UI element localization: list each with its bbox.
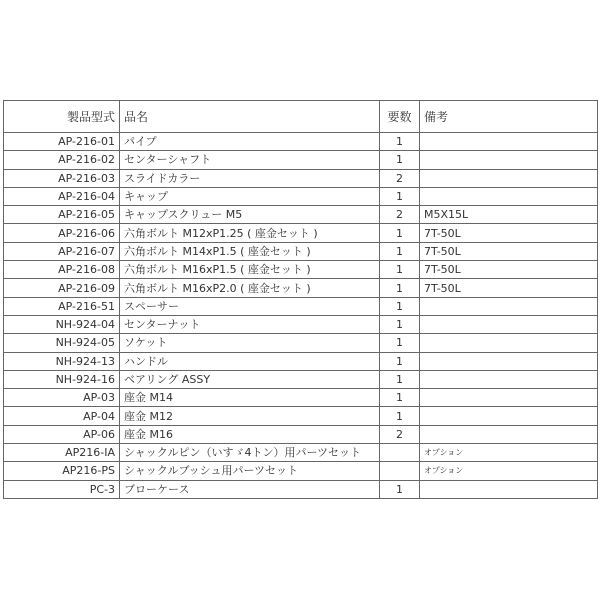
- cell-note: オプション: [420, 462, 598, 480]
- header-note: 備考: [420, 101, 598, 133]
- cell-qty: [380, 444, 420, 462]
- cell-model: AP-216-08: [4, 261, 120, 279]
- cell-model: NH-924-05: [4, 334, 120, 352]
- table-row: [4, 462, 598, 480]
- cell-name: 六角ボルト M16xP2.0 ( 座金セット ): [120, 279, 380, 297]
- cell-note: [420, 389, 598, 407]
- cell-qty: 1: [380, 133, 420, 151]
- table-row: [4, 242, 598, 260]
- cell-note: M5X15L: [420, 206, 598, 224]
- table-row: [4, 407, 598, 425]
- cell-qty: [380, 462, 420, 480]
- cell-name: スペーサー: [120, 297, 380, 315]
- cell-note: [420, 133, 598, 151]
- cell-model: AP216-IA: [4, 444, 120, 462]
- cell-model: AP-216-04: [4, 187, 120, 205]
- cell-name: 六角ボルト M14xP1.5 ( 座金セット ): [120, 242, 380, 260]
- table-row: [4, 261, 598, 279]
- table-row: [4, 187, 598, 205]
- cell-qty: 1: [380, 297, 420, 315]
- cell-name: ブローケース: [120, 480, 380, 498]
- table-row: [4, 297, 598, 315]
- cell-name: キャップスクリュー M5: [120, 206, 380, 224]
- cell-name: 座金 M12: [120, 407, 380, 425]
- cell-model: AP-216-09: [4, 279, 120, 297]
- cell-qty: 1: [380, 352, 420, 370]
- cell-qty: 1: [380, 389, 420, 407]
- table-row: [4, 370, 598, 388]
- header-name: 品名: [120, 101, 380, 133]
- cell-note: 7T-50L: [420, 261, 598, 279]
- cell-model: NH-924-04: [4, 315, 120, 333]
- table-row: [4, 425, 598, 443]
- cell-name: シャックルブッシュ用パーツセット: [120, 462, 380, 480]
- table-row: [4, 279, 598, 297]
- table-row: [4, 444, 598, 462]
- cell-name: 六角ボルト M16xP1.5 ( 座金セット ): [120, 261, 380, 279]
- table-header-row: [4, 101, 598, 133]
- cell-note: 7T-50L: [420, 224, 598, 242]
- cell-qty: 1: [380, 151, 420, 169]
- parts-list-table: [3, 100, 598, 499]
- cell-model: AP-216-02: [4, 151, 120, 169]
- cell-qty: 1: [380, 315, 420, 333]
- cell-note: [420, 480, 598, 498]
- cell-qty: 1: [380, 334, 420, 352]
- cell-qty: 1: [380, 261, 420, 279]
- cell-qty: 1: [380, 187, 420, 205]
- cell-note: 7T-50L: [420, 279, 598, 297]
- cell-name: センターナット: [120, 315, 380, 333]
- cell-note: [420, 425, 598, 443]
- cell-model: AP216-PS: [4, 462, 120, 480]
- cell-model: NH-924-16: [4, 370, 120, 388]
- cell-name: 座金 M16: [120, 425, 380, 443]
- cell-note: [420, 370, 598, 388]
- cell-model: AP-03: [4, 389, 120, 407]
- cell-qty: 1: [380, 407, 420, 425]
- table-row: [4, 224, 598, 242]
- cell-name: 六角ボルト M12xP1.25 ( 座金セット ): [120, 224, 380, 242]
- cell-note: [420, 407, 598, 425]
- cell-qty: 1: [380, 242, 420, 260]
- cell-qty: 1: [380, 279, 420, 297]
- cell-name: シャックルピン（いすゞ4トン）用パーツセット: [120, 444, 380, 462]
- cell-name: パイプ: [120, 133, 380, 151]
- cell-name: ベアリング ASSY: [120, 370, 380, 388]
- cell-qty: 1: [380, 480, 420, 498]
- table-row: [4, 352, 598, 370]
- cell-model: AP-04: [4, 407, 120, 425]
- table-row: [4, 169, 598, 187]
- cell-name: センターシャフト: [120, 151, 380, 169]
- cell-model: AP-216-51: [4, 297, 120, 315]
- cell-note: [420, 297, 598, 315]
- table-row: [4, 480, 598, 498]
- cell-name: キャップ: [120, 187, 380, 205]
- table-row: [4, 315, 598, 333]
- cell-name: 座金 M14: [120, 389, 380, 407]
- cell-model: AP-216-06: [4, 224, 120, 242]
- cell-note: [420, 187, 598, 205]
- cell-model: AP-06: [4, 425, 120, 443]
- cell-model: AP-216-03: [4, 169, 120, 187]
- cell-note: [420, 169, 598, 187]
- cell-note: [420, 352, 598, 370]
- cell-note: 7T-50L: [420, 242, 598, 260]
- header-model: 製品型式: [4, 101, 120, 133]
- cell-name: ハンドル: [120, 352, 380, 370]
- table-body: [4, 133, 598, 499]
- cell-name: スライドカラー: [120, 169, 380, 187]
- cell-model: PC-3: [4, 480, 120, 498]
- cell-qty: 2: [380, 169, 420, 187]
- cell-qty: 1: [380, 370, 420, 388]
- cell-model: AP-216-07: [4, 242, 120, 260]
- cell-name: ソケット: [120, 334, 380, 352]
- table-row: [4, 151, 598, 169]
- header-qty: 要数: [380, 101, 420, 133]
- cell-qty: 2: [380, 425, 420, 443]
- cell-model: AP-216-05: [4, 206, 120, 224]
- table-row: [4, 334, 598, 352]
- cell-model: AP-216-01: [4, 133, 120, 151]
- table-row: [4, 389, 598, 407]
- cell-note: オプション: [420, 444, 598, 462]
- cell-qty: 1: [380, 224, 420, 242]
- cell-note: [420, 315, 598, 333]
- table-row: [4, 133, 598, 151]
- cell-qty: 2: [380, 206, 420, 224]
- cell-model: NH-924-13: [4, 352, 120, 370]
- table-row: [4, 206, 598, 224]
- cell-note: [420, 334, 598, 352]
- cell-note: [420, 151, 598, 169]
